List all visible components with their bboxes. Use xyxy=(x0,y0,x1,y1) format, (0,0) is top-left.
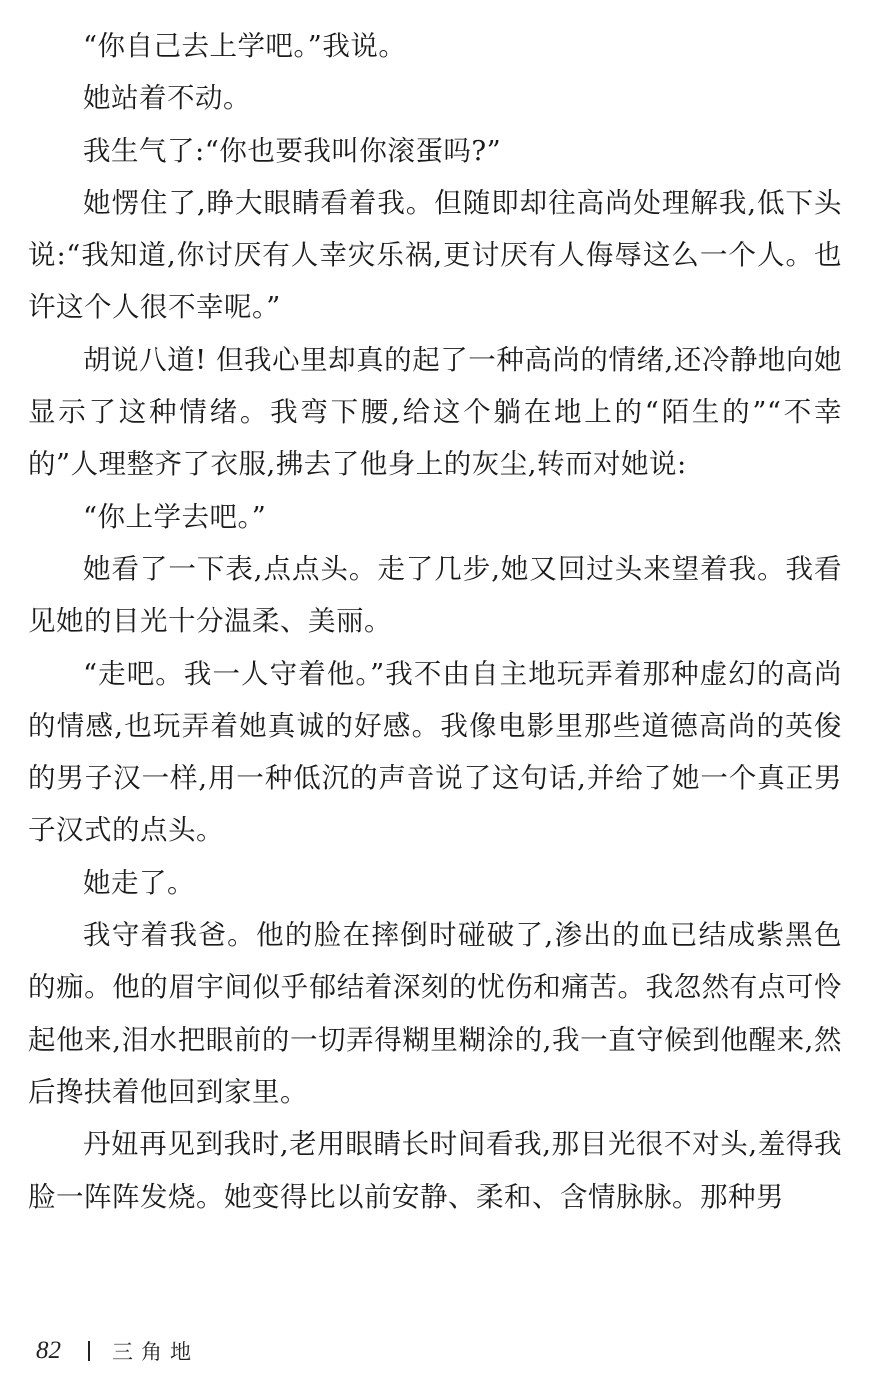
paragraph: 她愣住了,睁大眼睛看着我。但随即却往高尚处理解我,低下头说:“我知道,你讨厌有人幸灾乐祸,更讨厌有人侮辱这么一个人。也许这个人很不幸呢。” xyxy=(28,186,842,324)
running-title: 三角地 xyxy=(112,1340,199,1364)
page-number: 82 xyxy=(36,1337,61,1364)
page-footer xyxy=(36,1331,199,1371)
paragraph: “走吧。我一人守着他。”我不由自主地玩弄着那种虚幻的高尚的情感,也玩弄着她真诚的好感。我像电影里那些道德高尚的英俊的男子汉一样,用一种低沉的声音说了这句话,并给了她一个真正男子汉式的点头。 xyxy=(28,657,842,847)
paragraph: 我生气了:“你也要我叫你滚蛋吗?” xyxy=(83,134,502,167)
paragraph: “你上学去吧。” xyxy=(83,500,267,533)
paragraph: 她看了一下表,点点头。走了几步,她又回过头来望着我。我看见她的目光十分温柔、美丽。 xyxy=(28,552,842,638)
paragraph: “你自己去上学吧。”我说。 xyxy=(83,30,407,62)
footer-divider xyxy=(88,1341,90,1361)
paragraph: 我守着我爸。他的脸在摔倒时碰破了,渗出的血已结成紫黑色的痂。他的眉宇间似乎郁结着深刻的忧伤和痛苦。我忽然有点可怜起他来,泪水把眼前的一切弄得糊里糊涂的,我一直守候到他醒来,然后搀扶着他回到家里。 xyxy=(28,919,842,1108)
paragraph: 胡说八道! 但我心里却真的起了一种高尚的情绪,还冷静地向她显示了这种情绪。我弯下腰,给这个躺在地上的“陌生的”“不幸的”人理整齐了衣服,拂去了他身上的灰尘,转而对她说: xyxy=(28,343,842,481)
page-body xyxy=(28,20,842,1223)
paragraph: 她站着不动。 xyxy=(83,82,251,115)
paragraph: 她走了。 xyxy=(83,866,195,899)
paragraph: 丹妞再见到我时,老用眼睛长时间看我,那目光很不对头,羞得我脸一阵阵发烧。她变得比以前安静、柔和、含情脉脉。那种男 xyxy=(28,1128,842,1213)
